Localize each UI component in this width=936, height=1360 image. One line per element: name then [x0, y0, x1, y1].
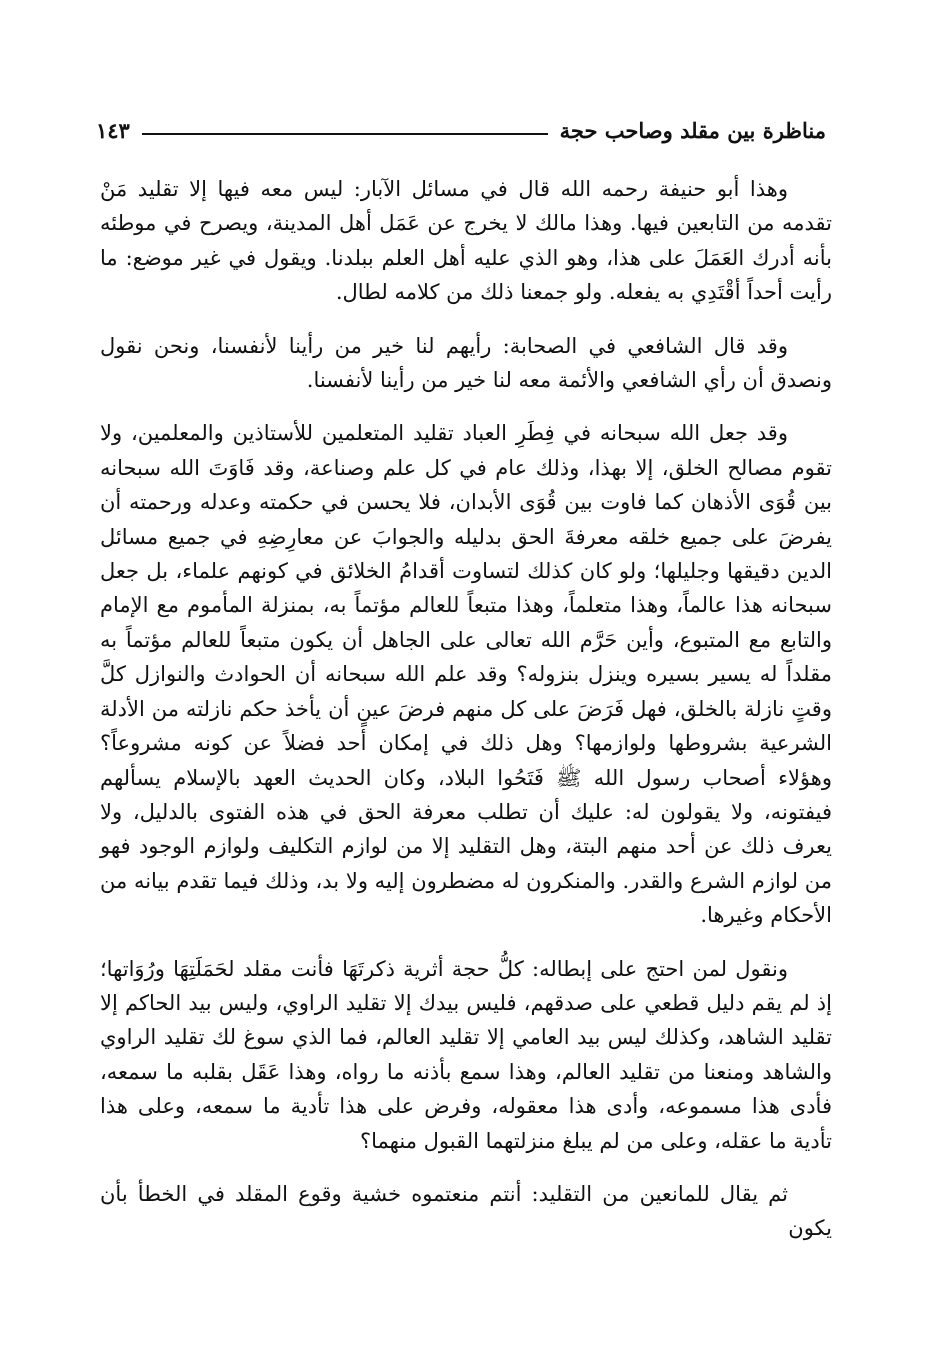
page-number: ١٤٣ [96, 117, 130, 143]
paragraph-5: ثم يقال للمانعين من التقليد: أنتم منعتموه خشية وقوع المقلد في الخطأ بأن يكون [100, 1181, 832, 1241]
running-header [96, 112, 826, 148]
header-rule [142, 133, 548, 135]
page-body [100, 172, 832, 1265]
paragraph-4: ونقول لمن احتج على إبطاله: كلُّ حجة أثرية ذكرتَهَا فأنت مقلد لحَمَلَتِهَا ورُوَاتها؛ إذ لم يقم دليل قطعي على صدقهم، فليس بيدك إلا تقليد الراوي، وليس بيد الحاكم إلا تقليد الشاهد، وكذلك ليس بيد العامي إلا تقليد العالم، فما الذي سوغ لك تقليد الراوي والشاهد ومنعنا من تقليد العالم، وهذا سمع بأذنه ما رواه، وهذا عَقَل بقلبه ما سمعه، فأدى هذا مسموعه، وأدى هذا معقوله، وفرض على هذا تأدية ما سمعه، وعلى هذا تأدية ما عقله، وعلى من لم يبلغ منزلتهما القبول منهما؟ [100, 956, 832, 1153]
chapter-title: مناظرة بين مقلد وصاحب حجة [559, 117, 826, 143]
paragraph-2: وقد قال الشافعي في الصحابة: رأيهم لنا خير من رأينا لأنفسنا، ونحن نقول ونصدق أن رأي الشافعي والأئمة معه لنا خير من رأينا لأنفسنا. [100, 333, 832, 393]
paragraph-3: وقد جعل الله سبحانه في فِطَرِ العباد تقليد المتعلمين للأستاذين والمعلمين، ولا تقوم مصالح الخلق، إلا بهذا، وذلك عام في كل علم وصناعة، وقد فَاوَتَ الله سبحانه بين قُوَى الأذهان كما فاوت بين قُوَى الأبدان، فلا يحسن في حكمته وعدله ورحمته أن يفرضَ على جميع خلقه معرفةَ الحق بدليله والجوابَ عن معارِضِهِ في جميع مسائل الدين دقيقها وجليلها؛ ولو كان كذلك لتساوت أقدامُ الخلائق في كونهم علماء، بل جعل سبحانه هذا عالماً، وهذا متعلماً، وهذا متبعاً للعالم مؤتماً به، بمنزلة المأموم مع الإمام والتابع مع المتبوع، وأين حَرَّم الله تعالى على الجاهل أن يكون متبعاً للعالم مؤتماً به مقلداً له يسير بسيره وينزل بنزوله؟ وقد علم الله سبحانه أن الحوادث والنوازل كلَّ وقتٍ نازلة بالخلق، فهل فَرَضَ على كل منهم فرضَ عينٍ أن يأخذ حكم نازلته من الأدلة الشرعية بشروطها ولوازمها؟ وهل ذلك في إمكان أحد فضلاً عن كونه مشروعاً؟ وهؤلاء أصحاب رسول الله ﷺ فَتَحُوا البلاد، وكان الحديث العهد بالإسلام يسألهم فيفتونه، ولا يقولون له: عليك أن تطلب معرفة الحق في هذه الفتوى بالدليل، ولا يعرف ذلك عن أحد منهم البتة، وهل التقليد إلا من لوازم التكليف ولوازم الوجود فهو من لوازم الشرع والقدر. والمنكرون له مضطرون إليه ولا بد، وذلك فيما تقدم بيانه من الأحكام وغيرها. [100, 421, 832, 928]
paragraph-1: وهذا أبو حنيفة رحمه الله قال في مسائل الآبار: ليس معه فيها إلا تقليد مَنْ تقدمه من التابعين فيها. وهذا مالك لا يخرج عن عَمَل أهل المدينة، ويصرح في موطئه بأنه أدرك العَمَلَ على هذا، وهو الذي عليه أهل العلم ببلدنا. ويقول في غير موضع: ما رأيت أحداً أقْتَدِي به يفعله. ولو جمعنا ذلك من كلامه لطال. [100, 177, 832, 305]
